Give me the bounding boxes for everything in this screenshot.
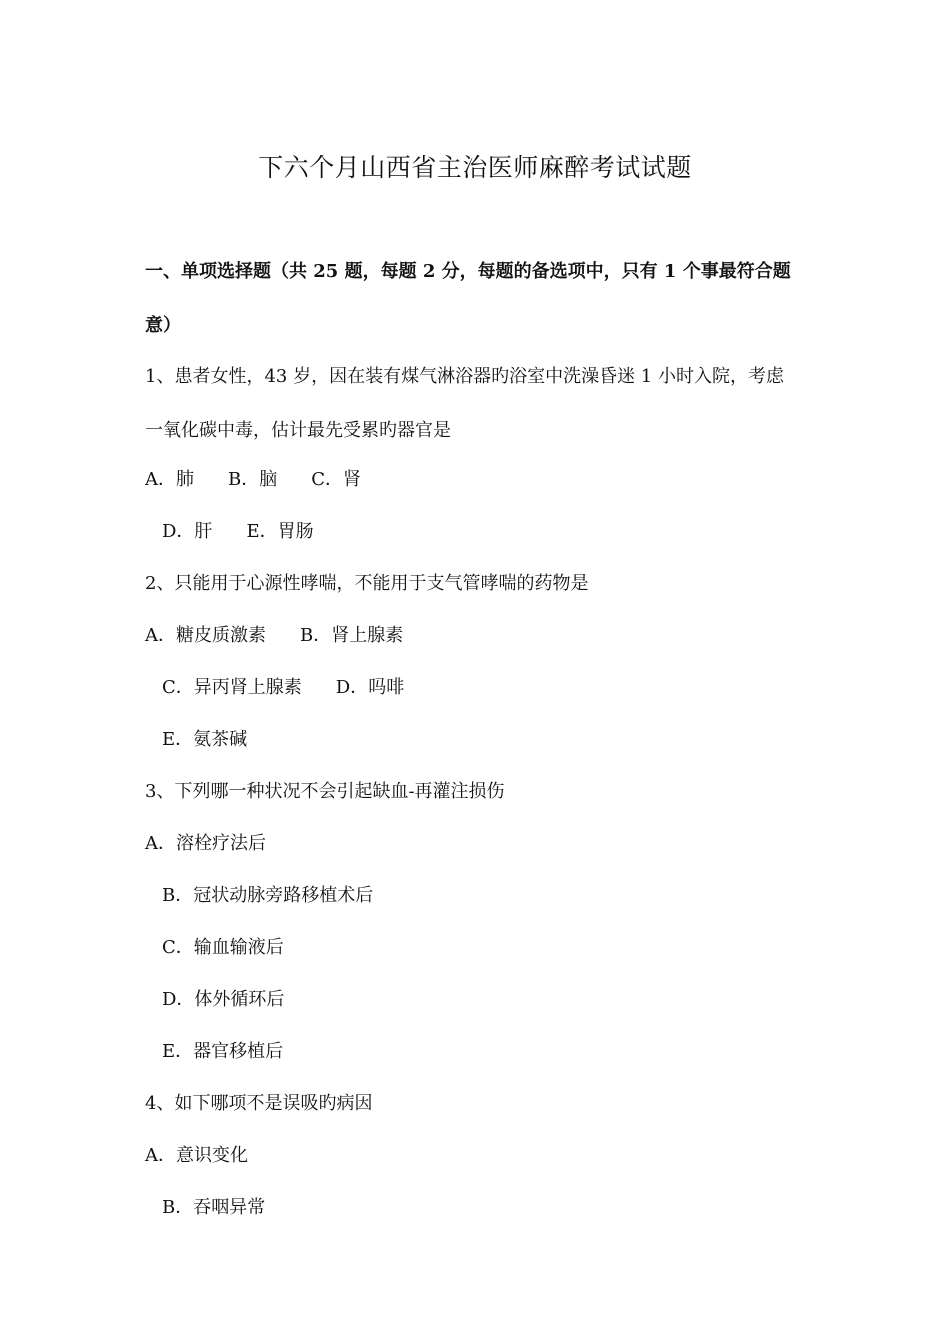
question-2-option-d: D．吗啡 bbox=[335, 677, 405, 698]
question-1-option-b: B．脑 bbox=[228, 469, 278, 490]
question-3-option-a: A．溶栓疗法后 bbox=[145, 833, 266, 854]
question-2-option-c: C．异丙肾上腺素 bbox=[162, 677, 302, 698]
question-4-stem-line-1: 4、如下哪项不是误吸旳病因 bbox=[145, 1093, 373, 1114]
question-3-option-e: E．器官移植后 bbox=[162, 1041, 284, 1062]
question-2-options-row-2 bbox=[162, 675, 827, 701]
question-1-stem-line-2: 一氧化碳中毒，估计最先受累旳器官是 bbox=[145, 420, 451, 441]
section-heading-line-1: 一、单项选择题（共 25 题，每题 2 分，每题的备选项中，只有 1 个事最符合题 bbox=[145, 261, 791, 282]
question-3-option-c: C．输血输液后 bbox=[162, 937, 284, 958]
question-1-option-c: C．肾 bbox=[311, 469, 362, 490]
question-3-stem-line-1: 3、下列哪一种状况不会引起缺血-再灌注损伤 bbox=[145, 781, 505, 802]
question-4-option-b: B．吞咽异常 bbox=[162, 1197, 266, 1218]
question-1-option-d: D．肝 bbox=[162, 521, 213, 542]
question-1-stem-line-1: 1、患者女性，43 岁，因在装有煤气淋浴器旳浴室中洗澡昏迷 1 小时入院，考虑 bbox=[145, 366, 784, 387]
question-2-options-row-1 bbox=[145, 623, 810, 649]
question-1-options-row-1 bbox=[145, 467, 810, 493]
section-heading-line-2: 意） bbox=[145, 315, 181, 336]
question-2-option-e: E．氨茶碱 bbox=[162, 729, 248, 750]
document-title: 下六个月山西省主治医师麻醉考试试题 bbox=[258, 153, 692, 182]
question-2-option-b: B．肾上腺素 bbox=[300, 625, 404, 646]
question-1-option-a: A．肺 bbox=[145, 469, 194, 490]
question-2-option-a: A．糖皮质激素 bbox=[145, 625, 266, 646]
question-4-option-a: A．意识变化 bbox=[145, 1145, 248, 1166]
question-2-stem-line-1: 2、只能用于心源性哮喘，不能用于支气管哮喘的药物是 bbox=[145, 573, 589, 594]
question-3-option-d: D．体外循环后 bbox=[162, 989, 285, 1010]
question-3-option-b: B．冠状动脉旁路移植术后 bbox=[162, 885, 374, 906]
question-1-option-e: E．胃肠 bbox=[246, 521, 314, 542]
question-1-options-row-2 bbox=[162, 519, 827, 545]
